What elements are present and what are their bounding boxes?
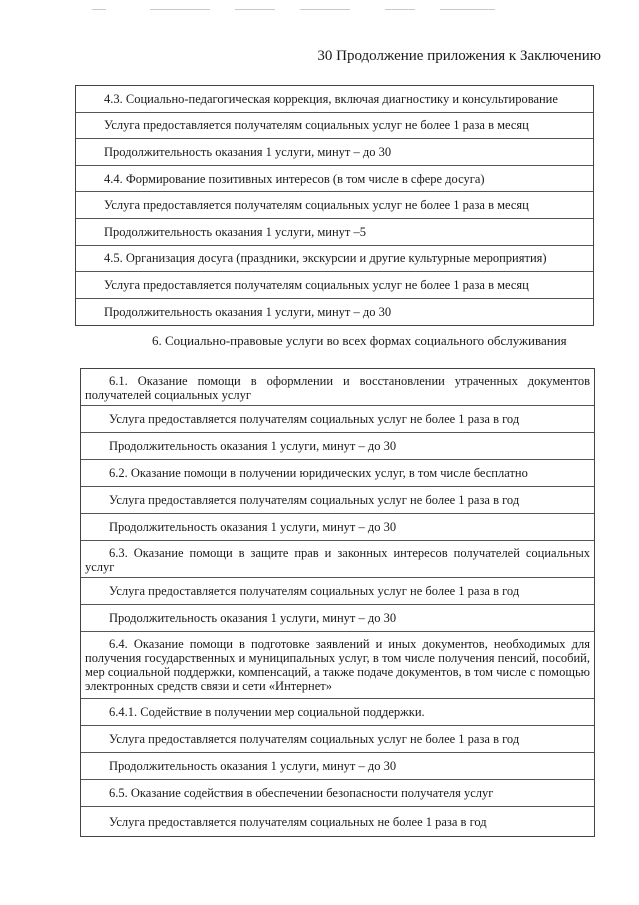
table-row: 6.1. Оказание помощи в оформлении и восстановлении утраченных документов получателей социальных услуг: [81, 369, 594, 406]
table-row: Продолжительность оказания 1 услуги, минут – до 30: [81, 605, 594, 632]
table-row: 6.3. Оказание помощи в защите прав и законных интересов получателей социальных услуг: [81, 541, 594, 578]
table-row: 4.4. Формирование позитивных интересов (в том числе в сфере досуга): [76, 166, 593, 193]
page-header: 30 Продолжение приложения к Заключению: [317, 48, 601, 64]
table-row: Продолжительность оказания 1 услуги, минут – до 30: [104, 305, 392, 320]
table-row: Услуга предоставляется получателям социальных услуг не более 1 раза в месяц: [76, 113, 593, 140]
services-table-section4: [75, 85, 594, 326]
table-row: Продолжительность оказания 1 услуги, минут – до 30: [81, 514, 594, 541]
table-row: 6.4. Оказание помощи в подготовке заявлений и иных документов, необходимых для получения государственных и муниципальных услуг, в том числе получения пенсий, пособий, мер социальной поддержки, компенсаций, а также подаче документов, в том числе с помощью электронных средств связи и сети «Интернет»: [81, 632, 594, 699]
table-row: Услуга предоставляется получателям социальных услуг не более 1 раза в год: [81, 578, 594, 605]
table-row: Услуга предоставляется получателям социальных услуг не более 1 раза в год: [81, 487, 594, 514]
scan-artifact: [235, 9, 275, 10]
scan-artifact: [150, 9, 210, 10]
section-title: 6. Социально-правовые услуги во всех формах социального обслуживания: [152, 333, 567, 348]
scan-artifact: [385, 9, 415, 10]
table-row: Продолжительность оказания 1 услуги, минут – до 30: [81, 433, 594, 460]
table-row: 4.5. Организация досуга (праздники, экскурсии и другие культурные мероприятия): [76, 246, 593, 273]
services-table-section6: [80, 368, 595, 837]
table-row: Услуга предоставляется получателям социальных не более 1 раза в год: [109, 814, 487, 829]
table-row: 4.3. Социально-педагогическая коррекция, включая диагностику и консультирование: [76, 86, 593, 113]
table-row: Услуга предоставляется получателям социальных услуг не более 1 раза в месяц: [76, 192, 593, 219]
scan-artifact: [440, 9, 495, 10]
table-row: 6.5. Оказание содействия в обеспечении безопасности получателя услуг: [81, 780, 594, 807]
table-row: Услуга предоставляется получателям социальных услуг не более 1 раза в год: [81, 406, 594, 433]
table-row: Услуга предоставляется получателям социальных услуг не более 1 раза в год: [81, 726, 594, 753]
table-row: Продолжительность оказания 1 услуги, минут –5: [76, 219, 593, 246]
table-row: Продолжительность оказания 1 услуги, минут – до 30: [76, 139, 593, 166]
scan-artifact: [92, 9, 106, 10]
table-row: 6.2. Оказание помощи в получении юридических услуг, в том числе бесплатно: [81, 460, 594, 487]
table-row: Продолжительность оказания 1 услуги, минут – до 30: [81, 753, 594, 780]
table-row: Услуга предоставляется получателям социальных услуг не более 1 раза в месяц: [76, 272, 593, 299]
table-row: 6.4.1. Содействие в получении мер социальной поддержки.: [81, 699, 594, 726]
scan-artifact: [300, 9, 350, 10]
